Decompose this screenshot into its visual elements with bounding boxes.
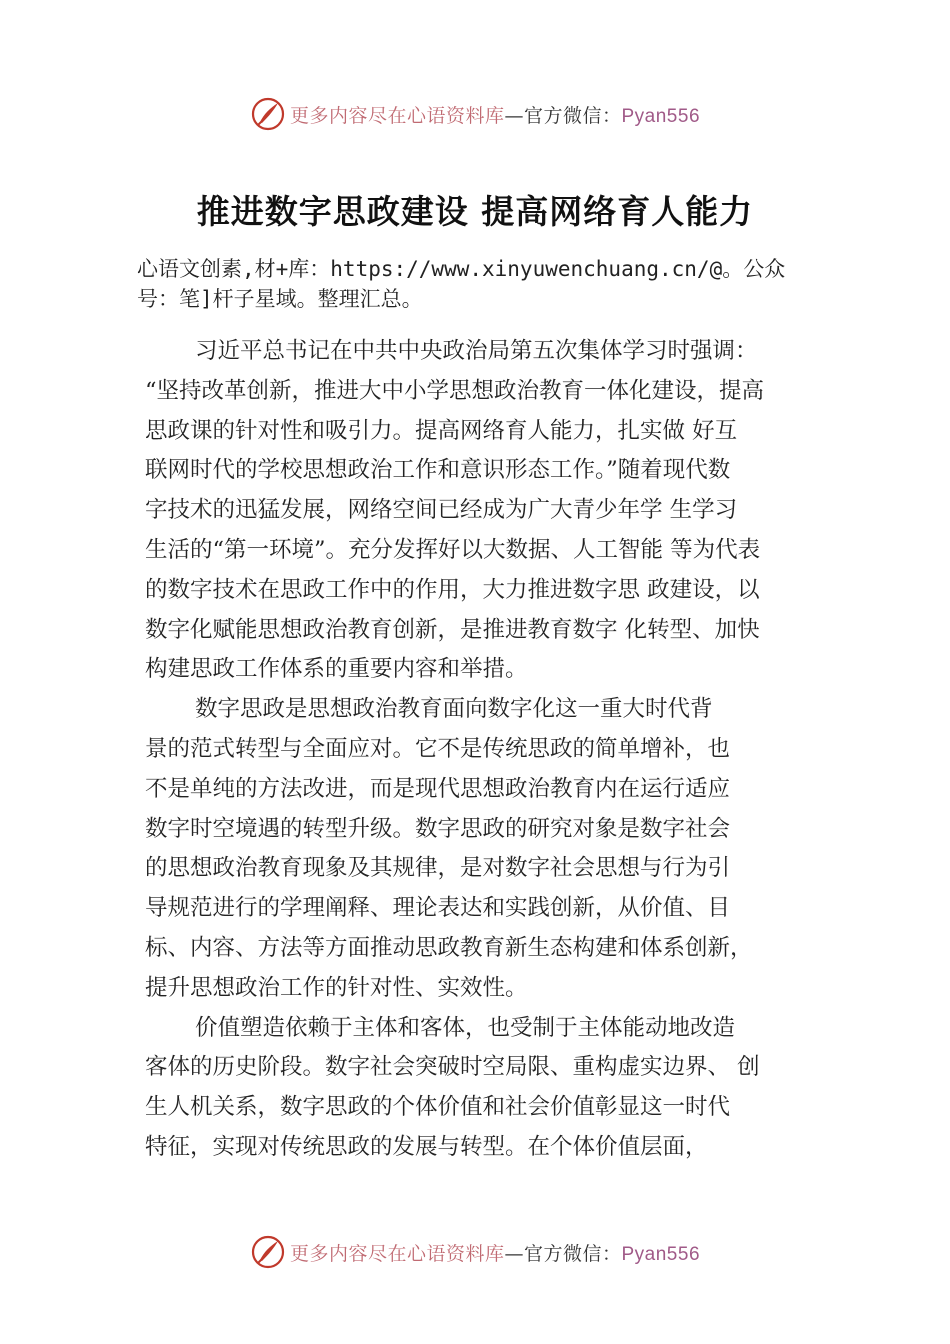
text-line: 提升思想政治工作的针对性、实效性。 [145, 974, 528, 1001]
quill-logo-icon [250, 1234, 286, 1270]
banner-text: 更多内容尽在心语资料库—官方微信：Pyan556 [289, 104, 701, 127]
text-line: 数字时空境遇的转型升级。数字思政的研究对象是数字社会 [145, 815, 731, 842]
source-note [137, 254, 847, 314]
text-line: 构建思政工作体系的重要内容和举措。 [145, 656, 528, 683]
text-line: 的数字技术在思政工作中的作用，大力推进数字思 政建设，以 [145, 576, 760, 603]
source-line: 心语文创素,材+库：https://www.xinyuwenchuang.cn/@。公众 [137, 257, 786, 281]
text-line: 景的范式转型与全面应对。它不是传统思政的简单增补，也 [145, 735, 731, 762]
quill-logo-icon [250, 96, 286, 132]
text-line: 价值塑造依赖于主体和客体，也受制于主体能动地改造 [195, 1014, 736, 1041]
text-line: 习近平总书记在中共中央政治局第五次集体学习时强调： [195, 338, 758, 364]
text-line: 的思想政治教育现象及其规律，是对数字社会思想与行为引 [145, 855, 731, 882]
text-line: “坚持改革创新，推进大中小学思想政治教育一体化建设，提高 [145, 377, 765, 404]
text-line: 生人机关系，数字思政的个体价值和社会价值彰显这一时代 [145, 1094, 731, 1121]
document-title: 推进数字思政建设 提高网络育人能力 [196, 192, 754, 231]
text-line: 不是单纯的方法改进，而是现代思想政治教育内在运行适应 [145, 775, 731, 802]
banner-text: 更多内容尽在心语资料库—官方微信：Pyan556 [289, 1242, 701, 1265]
source-line: 号：笔]杆子星域。整理汇总。 [137, 287, 423, 311]
text-line: 标、内容、方法等方面推动思政教育新生态构建和体系创新， [145, 934, 753, 961]
text-line: 数字化赋能思想政治教育创新，是推进教育数字 化转型、加快 [145, 616, 760, 643]
paragraph-2 [145, 690, 845, 1008]
text-line: 生活的“第一环境”。充分发挥好以大数据、人工智能 等为代表 [145, 536, 761, 563]
text-line: 字技术的迅猛发展，网络空间已经成为广大青少年学 生学习 [145, 497, 738, 524]
paragraph-3 [145, 1009, 845, 1168]
document-body [145, 332, 845, 1168]
text-line: 思政课的针对性和吸引力。提高网络育人能力，扎实做 好互 [145, 417, 738, 444]
text-line: 联网时代的学校思想政治工作和意识形态工作。”随着现代数 [145, 457, 731, 484]
text-line: 导规范进行的学理阐释、理论表达和实践创新，从价值、目 [145, 895, 731, 922]
wechat-id: Pyan556 [621, 105, 701, 127]
text-line: 客体的历史阶段。数字社会突破时空局限、重构虚实边界、 创 [145, 1054, 760, 1081]
footer-banner [0, 1232, 950, 1272]
wechat-id: Pyan556 [621, 1243, 701, 1265]
text-line: 特征，实现对传统思政的发展与转型。在个体价值层面， [145, 1133, 708, 1160]
header-banner [0, 94, 950, 134]
text-line: 数字思政是思想政治教育面向数字化这一重大时代背 [195, 696, 713, 723]
paragraph-1 [145, 332, 845, 690]
